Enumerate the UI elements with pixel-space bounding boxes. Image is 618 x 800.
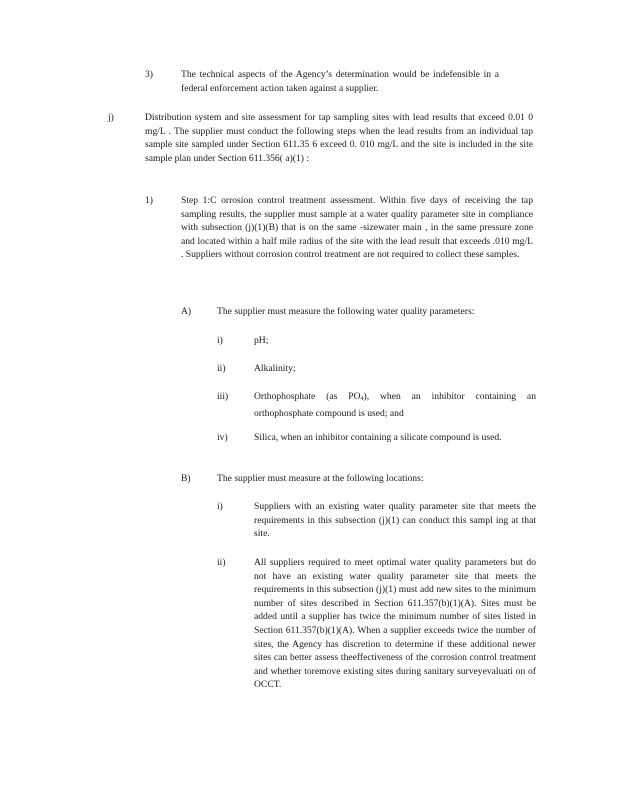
item-A-iii-text-before: Orthophosphate (as PO [254,391,361,402]
item-B-ii-text: All suppliers required to meet optimal water quality parameters but do not have an existing water quality parameter site that meets the requirements in this subsection (j)(1) must add new sites to the minimum number of sites described in Section 611.357(b)(1)(A). Sites must be added until a supplier has twice the minimum number of sites listed in Section 611.357(b)(1)(A). When a supplier exceeds twice the number of sites, the Agency has discretion to determine if these additional newer sites can better assess theeffectiveness of the corrosion control treatment and whether toremove existing sites during sanitary surveyevaluati on of OCCT. [254,557,536,691]
item-A-label: A) [181,306,192,317]
step-1-text: Step 1:C orrosion control treatment assessment. Within five days of receiving the tap sampling results, the supplier must sample at a water quality parameter site in compliance with subsection (j)(1)(B) that is on the same -sizewater main , in the same pressure zone and located within a half mile radius of the site with the lead result that exceeds .010 mg/L . Suppliers without corrosion control treatment are not required to collect these samples. [181,195,533,261]
item-A-i-label: i) [217,335,223,346]
item-A-iv-label: iv) [217,432,228,443]
item-B-text: The supplier must measure at the following locations: [217,473,424,484]
subsection-j-text: Distribution system and site assessment for tap sampling sites with lead results that exceed 0.01 0 mg/L . The supplier must conduct the following steps when the lead results from an individual tap sample site sampled under Section 611.35 6 exceed 0. 010 mg/L and the site is included in the site sample plan under Section 611.356( a)(1) : [145,112,533,164]
item-A-text: The supplier must measure the following water quality parameters: [217,306,475,317]
item-A-ii-label: ii) [217,363,226,374]
item-A-ii-text: Alkalinity; [254,363,296,374]
item-B-i-text: Suppliers with an existing water quality parameter site that meets the requirements in this subsection (j)(1) can conduct this sampl ing at that site. [254,501,536,540]
item-A-iii-text [254,390,536,420]
step-1-label: 1) [145,195,153,206]
item-B-ii-label: ii) [217,557,226,568]
item-3-label: 3) [145,69,153,80]
item-A-iii-label: iii) [217,391,229,402]
item-B-i-label: i) [217,501,223,512]
subsection-j-label: j) [108,112,114,123]
item-A-i-text: pH; [254,335,269,346]
item-A-iii-text-after: ), when an inhibitor containing an orthophosphate compound is used; and [254,391,536,419]
po4-subscript: 4 [360,396,364,402]
item-3-text: The technical aspects of the Agency’s determination would be indefensible in a federal enforcement action taken against a supplier. [181,69,499,94]
item-B-label: B) [181,473,191,484]
item-A-iv-text: Silica, when an inhibitor containing a silicate compound is used. [254,432,502,443]
